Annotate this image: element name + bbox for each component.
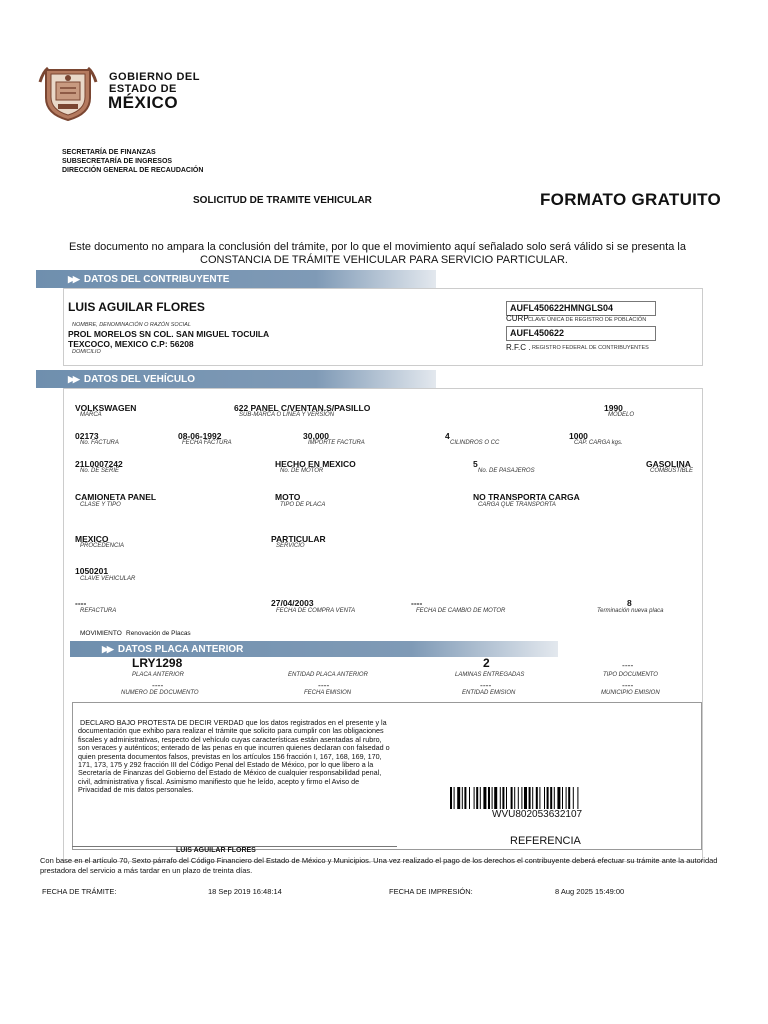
engine-number-label: No. DE MOTOR <box>280 468 324 474</box>
section-title: DATOS DEL VEHÍCULO <box>83 373 195 385</box>
address-label: DOMICILIO <box>72 349 101 355</box>
address-line2: TEXCOCO, MEXICO C.P: 56208 <box>68 339 194 349</box>
cylinders-value: 4 <box>445 431 450 441</box>
notice-line1: Este documento no ampara la conclusión del trámite, por lo que el movimiento aquí señalado solo será válido si se presenta la <box>69 241 686 253</box>
rfc-tag: R.F.C . <box>506 343 531 352</box>
load-capacity-label: CAP. CARGA kgs. <box>574 440 623 446</box>
plates-delivered-label: LAMINAS ENTREGADAS <box>455 672 525 678</box>
document-type-label: TIPO DOCUMENTO <box>603 672 658 678</box>
movement-label: MOVIMIENTO <box>80 630 122 637</box>
previous-plate-value: LRY1298 <box>132 656 183 670</box>
invoice-date-value: 08-06-1992 <box>178 431 222 441</box>
vehicle-key-label: CLAVE VEHICULAR <box>80 576 136 582</box>
document-type-value: ---- <box>622 660 634 670</box>
department-line1: SECRETARÍA DE FINANZAS <box>62 149 156 156</box>
plate-ending-label: Terminación nueva placa <box>597 608 664 614</box>
issuing-state-value: ---- <box>480 680 492 690</box>
cargo-label: CARGA QUE TRANSPORTA <box>478 502 556 508</box>
invoice-amount-value: 30,000 <box>303 431 329 441</box>
declaration-text: DECLARO BAJO PROTESTA DE DECIR VERDAD que los datos registrados en el presente y la documentación que exhibo para realizar el trámite que solicito para cumplir con las obligaciones fiscales y administrativas, respecto del vehículo cuyas características están asentadas al rubro, son veraces y auténticos; enterado de las penas en que incurren quienes declaran con falsedad o quien presenta documentos falsos, previstas en los artículos 156 fracción I, 167, 168, 169, 170, 171, 173, 175 y 292 fracción III del Código Penal del Estado de México, por lo que libero a la Secretaría de Finanzas del Gobierno del Estado de México de cualquier responsabilidad penal, civil, administrativa y fiscal. Asimismo manifiesto que he leído, acepto y firmo el Aviso de Privacidad de mis datos personales. <box>78 718 390 795</box>
serial-number-value: 21L0007242 <box>75 459 123 469</box>
barcode <box>450 787 638 809</box>
fuel-label: COMBUSTIBLE <box>650 468 694 474</box>
model-year-label: MODELO <box>608 412 635 418</box>
rfc-field: AUFL450622 <box>506 326 656 341</box>
taxpayer-name: LUIS AGUILAR FLORES <box>68 300 205 314</box>
legal-notice: Con base en el artículo 70, Sexto párrafo del Código Financiero del Estado de México y Municipios. Una vez realizado el pago de los derechos el contribuyente deberá efectuar su trámite ante la autoridad prestadora del servicio a más tardar en un plazo de treinta días. <box>40 856 718 875</box>
government-title-line3: MÉXICO <box>108 93 179 112</box>
issue-date-value: ---- <box>318 680 330 690</box>
passengers-value: 5 <box>473 459 478 469</box>
submodel-value: 622 PANEL C/VENTAN.S/PASILLO <box>234 403 371 413</box>
section-bar-contribuyente <box>36 270 436 288</box>
free-form-badge: FORMATO GRATUITO <box>540 190 722 209</box>
reinvoice-label: REFACTURA <box>80 608 117 614</box>
serial-number-label: No. DE SERIE <box>80 468 120 474</box>
print-date-value: 8 Aug 2025 15:49:00 <box>555 887 625 896</box>
section-title: DATOS PLACA ANTERIOR <box>117 643 244 655</box>
state-seal-logo <box>38 62 98 122</box>
notice-line2: CONSTANCIA DE TRÁMITE VEHICULAR PARA SERVICIO PARTICULAR. <box>200 254 568 266</box>
print-date-label: FECHA DE IMPRESIÓN: <box>389 887 473 896</box>
section-title: DATOS DEL CONTRIBUYENTE <box>83 273 230 285</box>
engine-change-value: ---- <box>411 598 423 608</box>
issuing-state-label: ENTIDAD EMISION <box>462 690 516 696</box>
procedure-date-label: FECHA DE TRÁMITE: <box>42 887 117 896</box>
origin-label: PROCEDENCIA <box>80 543 125 549</box>
document-number-value: ---- <box>152 680 164 690</box>
service-label: SERVICIO <box>276 543 305 549</box>
signature-name: LUIS AGUILAR FLORES <box>176 847 256 854</box>
issuing-municipality-label: MUNICIPIO EMISION <box>601 690 660 696</box>
reference-label: REFERENCIA <box>510 835 581 847</box>
issuing-municipality-value: ---- <box>622 680 634 690</box>
plates-delivered-value: 2 <box>483 656 490 670</box>
engine-change-label: FECHA DE CAMBIO DE MOTOR <box>416 608 506 614</box>
plate-type-label: TIPO DE PLACA <box>280 502 326 508</box>
government-title-line2: ESTADO DE <box>109 83 177 95</box>
curp-tag: CURP <box>506 314 529 323</box>
plate-ending-value: 8 <box>627 598 632 608</box>
invoice-date-label: FECHA FACTURA <box>182 440 232 446</box>
address-line1: PROL MORELOS SN COL. SAN MIGUEL TOCUILA <box>68 329 270 339</box>
chevron-right-icon: ▶▶ <box>102 643 112 654</box>
invoice-amount-label: IMPORTE FACTURA <box>308 440 365 446</box>
invoice-number-value: 02173 <box>75 431 99 441</box>
fuel-value: GASOLINA <box>646 459 691 469</box>
section-bar-vehiculo <box>36 370 436 388</box>
form-title: SOLICITUD DE TRAMITE VEHICULAR <box>193 195 372 206</box>
vehicle-class-label: CLASE Y TIPO <box>80 502 121 508</box>
rfc-label: REGISTRO FEDERAL DE CONTRIBUYENTES <box>532 345 649 351</box>
vehicle-key-value: 1050201 <box>75 566 109 576</box>
procedure-date-value: 18 Sep 2019 16:48:14 <box>208 887 282 896</box>
brand-value: VOLKSWAGEN <box>75 403 137 413</box>
barcode-text: WVU802053632107 <box>492 809 583 820</box>
origin-value: MEXICO <box>75 534 109 544</box>
curp-field: AUFL450622HMNGLS04 <box>506 301 656 316</box>
department-line2: SUBSECRETARÍA DE INGRESOS <box>62 158 173 165</box>
document-number-label: NUMERO DE DOCUMENTO <box>121 690 199 696</box>
movement-value: Renovación de Placas <box>126 630 191 637</box>
section-bar-placa-anterior <box>70 641 558 657</box>
invoice-number-label: No. FACTURA <box>80 440 119 446</box>
cargo-value: NO TRANSPORTA CARGA <box>473 492 580 502</box>
curp-label: CLAVE ÚNICA DE REGISTRO DE POBLACIÓN <box>528 317 647 323</box>
engine-number-value: HECHO EN MEXICO <box>275 459 356 469</box>
passengers-label: No. DE PASAJEROS <box>478 468 535 474</box>
chevron-right-icon: ▶▶ <box>68 373 78 384</box>
cylinders-label: CILINDROS O CC <box>450 440 500 446</box>
issue-date-label: FECHA EMISION <box>304 690 352 696</box>
load-capacity-value: 1000 <box>569 431 588 441</box>
reinvoice-value: ---- <box>75 598 87 608</box>
government-title-line1: GOBIERNO DEL <box>109 71 200 83</box>
submodel-label: SUB-MARCA O LINEA Y VERSION <box>239 412 335 418</box>
previous-plate-state-label: ENTIDAD PLACA ANTERIOR <box>288 672 368 678</box>
purchase-date-value: 27/04/2003 <box>271 598 314 608</box>
chevron-right-icon: ▶▶ <box>68 273 78 284</box>
model-year-value: 1990 <box>604 403 623 413</box>
plate-type-value: MOTO <box>275 492 301 502</box>
brand-label: MARCA <box>80 412 102 418</box>
purchase-date-label: FECHA DE COMPRA VENTA <box>276 608 356 614</box>
service-value: PARTICULAR <box>271 534 326 544</box>
vehicle-class-value: CAMIONETA PANEL <box>75 492 157 502</box>
previous-plate-label: PLACA ANTERIOR <box>132 672 184 678</box>
taxpayer-name-label: NOMBRE, DENOMINACIÓN O RAZÓN SOCIAL <box>72 322 191 328</box>
department-line3: DIRECCIÓN GENERAL DE RECAUDACIÓN <box>62 167 204 174</box>
